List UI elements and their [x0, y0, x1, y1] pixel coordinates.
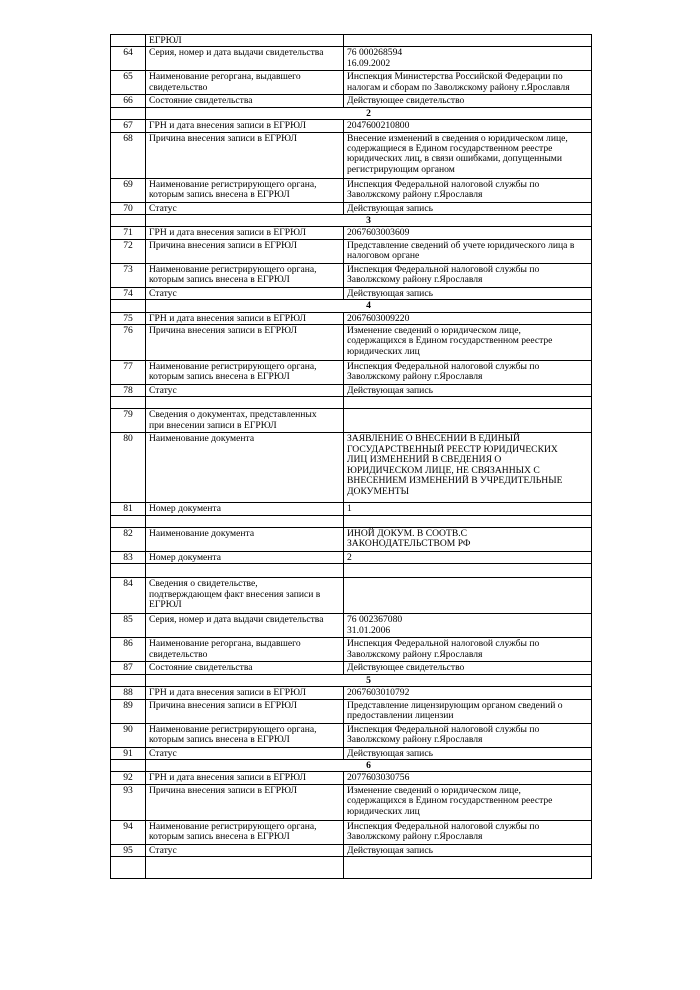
row-number: 89	[111, 699, 146, 723]
row-number: 88	[111, 687, 146, 699]
row-number: 95	[111, 844, 146, 856]
table-row	[111, 747, 592, 759]
row-number: 79	[111, 409, 146, 433]
table-row	[111, 699, 592, 723]
field-value: Действующая запись	[344, 844, 592, 856]
table-row	[111, 132, 592, 178]
field-value: 2067603003609	[344, 227, 592, 239]
field-value	[344, 857, 592, 879]
field-value: Действующее свидетельство	[344, 95, 592, 107]
row-number: 84	[111, 578, 146, 614]
field-label: Состояние свидетельства	[146, 662, 344, 674]
field-value: 2047600210800	[344, 120, 592, 132]
table-row	[111, 723, 592, 747]
field-label: Номер документа	[146, 551, 344, 563]
field-value: 76 002367080 31.01.2006	[344, 614, 592, 638]
section-row	[111, 674, 592, 686]
field-value: 1	[344, 503, 592, 515]
section-row	[111, 215, 592, 227]
field-label: Причина внесения записи в ЕГРЮЛ	[146, 699, 344, 723]
section-number: 2	[146, 107, 592, 119]
field-label: Серия, номер и дата выдачи свидетельства	[146, 614, 344, 638]
field-value: Инспекция Федеральной налоговой службы по Заволжскому району г.Ярославля	[344, 820, 592, 844]
blank-row	[111, 397, 592, 409]
row-number: 87	[111, 662, 146, 674]
field-value: Действующая запись	[344, 385, 592, 397]
table-row	[111, 551, 592, 563]
row-number: 76	[111, 325, 146, 361]
field-value: 2077603030756	[344, 772, 592, 784]
egrul-record-table	[110, 34, 592, 879]
field-value: Инспекция Министерства Российской Федерации по налогам и сборам по Заволжскому району г.Ярославля	[344, 71, 592, 95]
table-row	[111, 385, 592, 397]
row-number: 82	[111, 527, 146, 551]
section-row	[111, 300, 592, 312]
row-number	[111, 215, 146, 227]
table-row	[111, 638, 592, 662]
field-label: Наименование регистрирующего органа, которым запись внесена в ЕГРЮЛ	[146, 820, 344, 844]
field-label: Наименование регоргана, выдавшего свидетельство	[146, 71, 344, 95]
field-label: Наименование регистрирующего органа, которым запись внесена в ЕГРЮЛ	[146, 178, 344, 202]
section-row	[111, 107, 592, 119]
row-number: 77	[111, 361, 146, 385]
table-row	[111, 433, 592, 503]
row-number: 93	[111, 784, 146, 820]
row-number	[111, 857, 146, 879]
section-number: 3	[146, 215, 592, 227]
row-number: 83	[111, 551, 146, 563]
table-row	[111, 71, 592, 95]
row-number	[111, 759, 146, 771]
field-label: ГРН и дата внесения записи в ЕГРЮЛ	[146, 227, 344, 239]
table-row	[111, 687, 592, 699]
field-label: Статус	[146, 202, 344, 214]
row-number	[111, 397, 146, 409]
row-number: 74	[111, 287, 146, 299]
field-value: Представление лицензирующим органом сведений о предоставлении лицензии	[344, 699, 592, 723]
table-row	[111, 35, 592, 47]
field-label: Состояние свидетельства	[146, 95, 344, 107]
field-value: Инспекция Федеральной налоговой службы по Заволжскому району г.Ярославля	[344, 723, 592, 747]
field-label: Причина внесения записи в ЕГРЮЛ	[146, 325, 344, 361]
row-number: 68	[111, 132, 146, 178]
row-number: 69	[111, 178, 146, 202]
table-row	[111, 784, 592, 820]
field-label: Статус	[146, 287, 344, 299]
field-label: ГРН и дата внесения записи в ЕГРЮЛ	[146, 120, 344, 132]
table-row	[111, 227, 592, 239]
table-row	[111, 120, 592, 132]
field-value: ЗАЯВЛЕНИЕ О ВНЕСЕНИИ В ЕДИНЫЙ ГОСУДАРСТВЕННЫЙ РЕЕСТР ЮРИДИЧЕСКИХ ЛИЦ ИЗМЕНЕНИЙ В СВЕДЕНИЯ О ЮРИДИЧЕСКОМ ЛИЦЕ, НЕ СВЯЗАННЫХ С ВНЕСЕНИЕМ ИЗМЕНЕНИЙ В УЧРЕДИТЕЛЬНЫЕ ДОКУМЕНТЫ	[344, 433, 592, 503]
row-number: 80	[111, 433, 146, 503]
field-value: Инспекция Федеральной налоговой службы по Заволжскому району г.Ярославля	[344, 263, 592, 287]
section-row	[111, 759, 592, 771]
field-label: Статус	[146, 385, 344, 397]
field-label: Серия, номер и дата выдачи свидетельства	[146, 47, 344, 71]
row-number	[111, 35, 146, 47]
table-row	[111, 578, 592, 614]
field-value: Внесение изменений в сведения о юридическом лице, содержащиеся в Едином государственном реестре юридических лиц, в связи ошибками, допущенными регистрирующим органом	[344, 132, 592, 178]
field-value: 2067603010792	[344, 687, 592, 699]
field-value	[344, 515, 592, 527]
field-value: Изменение сведений о юридическом лице, содержащихся в Едином государственном реестре юридических лиц	[344, 325, 592, 361]
field-value: Действующее свидетельство	[344, 662, 592, 674]
field-label: Причина внесения записи в ЕГРЮЛ	[146, 784, 344, 820]
row-number: 67	[111, 120, 146, 132]
field-value: Представление сведений об учете юридического лица в налоговом органе	[344, 239, 592, 263]
section-number: 5	[146, 674, 592, 686]
field-value: Действующая запись	[344, 202, 592, 214]
table-row	[111, 361, 592, 385]
section-number: 4	[146, 300, 592, 312]
field-label: Сведения о свидетельстве, подтверждающем факт внесения записи в ЕГРЮЛ	[146, 578, 344, 614]
row-number: 70	[111, 202, 146, 214]
row-number: 65	[111, 71, 146, 95]
row-number: 71	[111, 227, 146, 239]
blank-row	[111, 515, 592, 527]
field-value: 76 000268594 16.09.2002	[344, 47, 592, 71]
field-label: Сведения о документах, представленных при внесении записи в ЕГРЮЛ	[146, 409, 344, 433]
row-number: 91	[111, 747, 146, 759]
field-label: Наименование регистрирующего органа, которым запись внесена в ЕГРЮЛ	[146, 263, 344, 287]
row-number	[111, 674, 146, 686]
table-row	[111, 263, 592, 287]
row-number: 94	[111, 820, 146, 844]
row-number: 92	[111, 772, 146, 784]
table-body	[111, 35, 592, 879]
table-row	[111, 662, 592, 674]
table-row	[111, 409, 592, 433]
field-value	[344, 578, 592, 614]
row-number: 75	[111, 312, 146, 324]
field-label: ГРН и дата внесения записи в ЕГРЮЛ	[146, 772, 344, 784]
table-row	[111, 820, 592, 844]
field-value: Инспекция Федеральной налоговой службы по Заволжскому району г.Ярославля	[344, 178, 592, 202]
field-label: Наименование регистрирующего органа, которым запись внесена в ЕГРЮЛ	[146, 361, 344, 385]
row-number: 81	[111, 503, 146, 515]
field-label: ГРН и дата внесения записи в ЕГРЮЛ	[146, 687, 344, 699]
blank-row	[111, 857, 592, 879]
field-value	[344, 409, 592, 433]
section-number: 6	[146, 759, 592, 771]
row-number: 73	[111, 263, 146, 287]
table-row	[111, 503, 592, 515]
field-label: Причина внесения записи в ЕГРЮЛ	[146, 239, 344, 263]
field-value: Действующая запись	[344, 747, 592, 759]
field-value: Инспекция Федеральной налоговой службы по Заволжскому району г.Ярославля	[344, 361, 592, 385]
field-label	[146, 515, 344, 527]
field-label: Наименование документа	[146, 433, 344, 503]
field-value	[344, 564, 592, 578]
row-number: 64	[111, 47, 146, 71]
row-number	[111, 515, 146, 527]
row-number	[111, 300, 146, 312]
table-row	[111, 239, 592, 263]
table-row	[111, 772, 592, 784]
field-label	[146, 857, 344, 879]
row-number	[111, 564, 146, 578]
field-value: Инспекция Федеральной налоговой службы по Заволжскому району г.Ярославля	[344, 638, 592, 662]
field-label: ЕГРЮЛ	[146, 35, 344, 47]
field-label: Наименование регистрирующего органа, которым запись внесена в ЕГРЮЛ	[146, 723, 344, 747]
field-value: 2067603009220	[344, 312, 592, 324]
row-number: 90	[111, 723, 146, 747]
field-label: Статус	[146, 747, 344, 759]
table-row	[111, 325, 592, 361]
field-value	[344, 397, 592, 409]
table-row	[111, 178, 592, 202]
field-value: Изменение сведений о юридическом лице, содержащихся в Едином государственном реестре юридических лиц	[344, 784, 592, 820]
field-value: ИНОЙ ДОКУМ. В СООТВ.С ЗАКОНОДАТЕЛЬСТВОМ РФ	[344, 527, 592, 551]
field-value	[344, 35, 592, 47]
row-number: 86	[111, 638, 146, 662]
row-number: 78	[111, 385, 146, 397]
table-row	[111, 527, 592, 551]
field-label: Причина внесения записи в ЕГРЮЛ	[146, 132, 344, 178]
field-label: Статус	[146, 844, 344, 856]
table-row	[111, 312, 592, 324]
field-label	[146, 397, 344, 409]
field-label	[146, 564, 344, 578]
field-label: Наименование регоргана, выдавшего свидетельство	[146, 638, 344, 662]
field-label: ГРН и дата внесения записи в ЕГРЮЛ	[146, 312, 344, 324]
table-row	[111, 95, 592, 107]
table-row	[111, 287, 592, 299]
blank-row	[111, 564, 592, 578]
field-label: Номер документа	[146, 503, 344, 515]
table-row	[111, 844, 592, 856]
table-row	[111, 202, 592, 214]
row-number: 66	[111, 95, 146, 107]
field-label: Наименование документа	[146, 527, 344, 551]
field-value: 2	[344, 551, 592, 563]
row-number	[111, 107, 146, 119]
row-number: 85	[111, 614, 146, 638]
field-value: Действующая запись	[344, 287, 592, 299]
table-row	[111, 614, 592, 638]
table-row	[111, 47, 592, 71]
row-number: 72	[111, 239, 146, 263]
